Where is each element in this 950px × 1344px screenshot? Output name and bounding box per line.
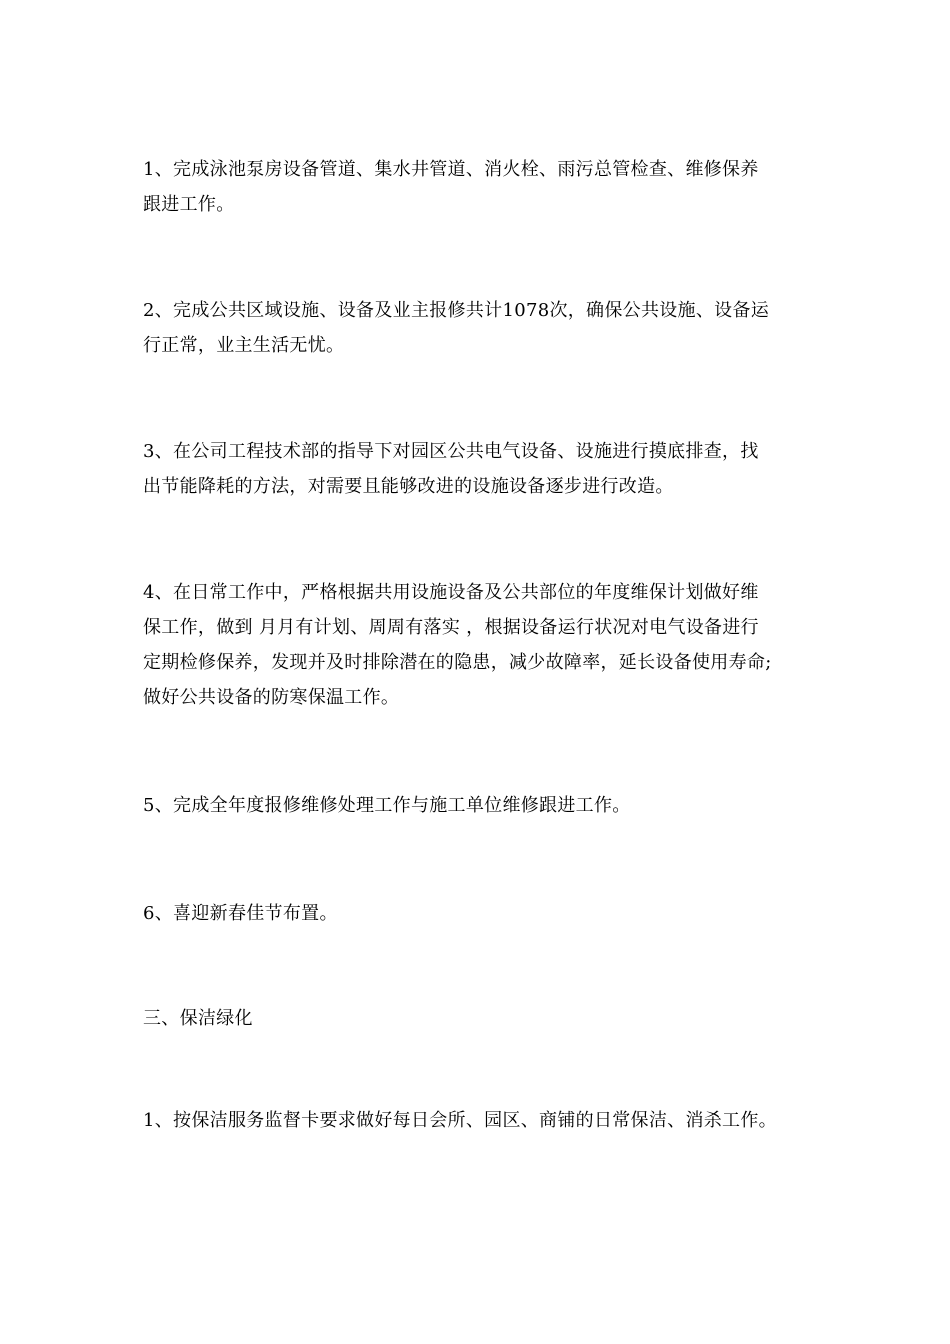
paragraph-line: 1、按保洁服务监督卡要求做好每日会所、园区、商铺的日常保洁、消杀工作。: [143, 1110, 777, 1131]
paragraph-line: 跟进工作。: [143, 194, 235, 215]
paragraph-item-4: [143, 575, 823, 715]
paragraph-line: 5、完成全年度报修维修处理工作与施工单位维修跟进工作。: [143, 795, 631, 816]
paragraph-line: 定期检修保养，发现并及时排除潜在的隐患，减少故障率，延长设备使用寿命;: [143, 652, 772, 673]
paragraph-line: 6、喜迎新春佳节布置。: [143, 903, 338, 924]
paragraph-line: 行正常，业主生活无忧。: [143, 335, 345, 356]
section-heading: [143, 1001, 823, 1036]
paragraph-item-2: [143, 293, 823, 363]
paragraph-line: 2、完成公共区域设施、设备及业主报修共计1078次，确保公共设施、设备运: [143, 300, 770, 321]
paragraph-line: 保工作，做到 月月有计划、周周有落实 ，根据设备运行状况对电气设备进行: [143, 617, 759, 638]
paragraph-line: 3、在公司工程技术部的指导下对园区公共电气设备、设施进行摸底排查，找: [143, 441, 759, 462]
paragraph-item-6: [143, 896, 823, 931]
paragraph-item-7: [143, 1103, 823, 1138]
paragraph-line: 4、在日常工作中，严格根据共用设施设备及公共部位的年度维保计划做好维: [143, 582, 759, 603]
paragraph-line: 1、完成泳池泵房设备管道、集水井管道、消火栓、雨污总管检查、维修保养: [143, 159, 759, 180]
paragraph-item-5: [143, 788, 823, 823]
section-heading-text: 三、保洁绿化: [143, 1008, 253, 1029]
paragraph-line: 出节能降耗的方法，对需要且能够改进的设施设备逐步进行改造。: [143, 476, 674, 497]
paragraph-line: 做好公共设备的防寒保温工作。: [143, 687, 400, 708]
paragraph-item-1: [143, 152, 823, 222]
paragraph-item-3: [143, 434, 823, 504]
